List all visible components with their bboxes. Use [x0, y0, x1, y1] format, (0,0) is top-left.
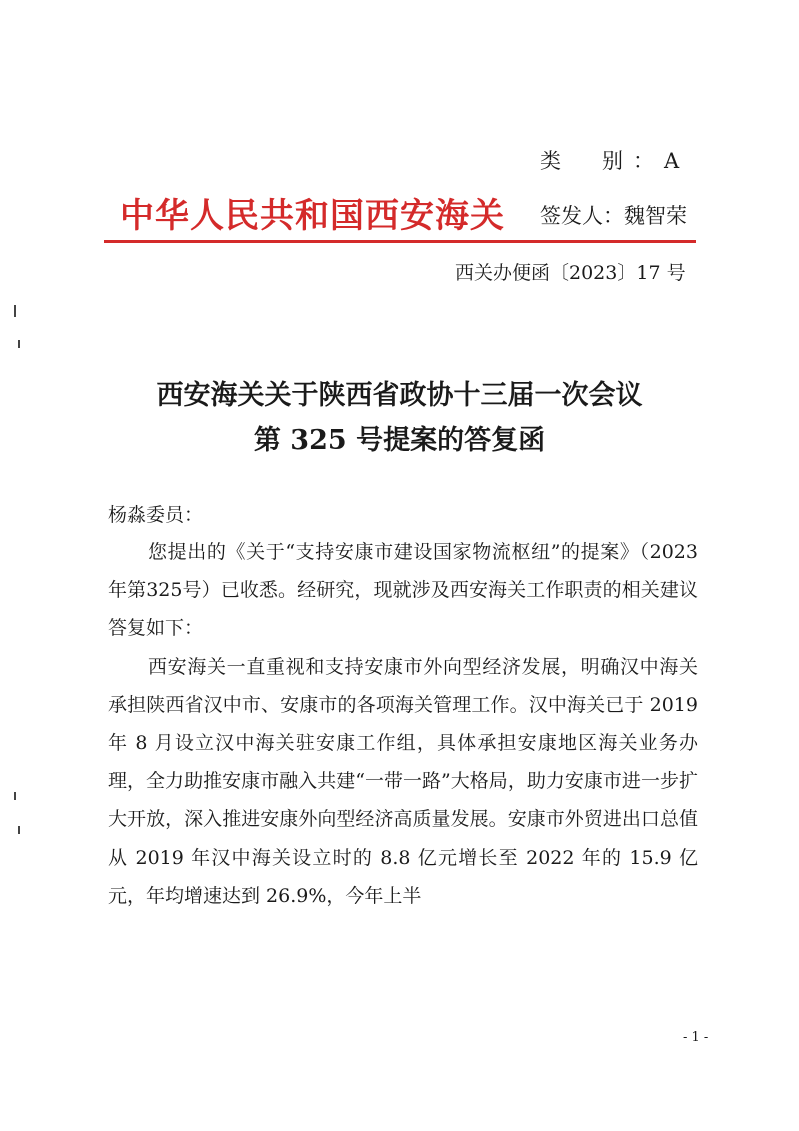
- issuing-agency-name: 中华人民共和国西安海关: [120, 196, 505, 236]
- page-number: - 1 -: [683, 1030, 709, 1045]
- scan-mark: [18, 826, 20, 834]
- salutation: 杨淼委员：: [108, 504, 204, 526]
- letter-body: [108, 533, 698, 915]
- signer: [540, 200, 687, 230]
- category-value: A: [664, 149, 681, 173]
- title-line-2: 第 325 号提案的答复函: [253, 425, 546, 456]
- scan-mark: [14, 792, 16, 800]
- title-line-1: 西安海关关于陕西省政协十三届一次会议: [156, 380, 643, 411]
- signer-name: 魏智荣: [624, 204, 687, 228]
- document-number: 西关办便函〔2023〕17 号: [455, 262, 686, 284]
- scan-mark: [14, 305, 16, 317]
- category-label: 类 别：: [540, 149, 664, 173]
- document-category: [540, 145, 680, 175]
- paragraph-1: 您提出的《关于“支持安康市建设国家物流枢纽”的提案》（2023年第325号）已收悉。经研究，现就涉及西安海关工作职责的相关建议答复如下：: [108, 541, 698, 640]
- signer-label: 签发人：: [540, 204, 624, 228]
- scan-mark: [18, 340, 20, 348]
- header-red-divider: [104, 240, 696, 243]
- paragraph-2: 西安海关一直重视和支持安康市外向型经济发展，明确汉中海关承担陕西省汉中市、安康市的各项海关管理工作。汉中海关已于 2019 年 8 月设立汉中海关驻安康工作组，具体承担安康地区海关业务办理，全力助推安康市融入共建“一带一路”大格局，助力安康市进一步扩大开放，深入推进安康外向型经济高质量发展。安康市外贸进出口总值从 2019 年汉中海关设立时的 8.8 亿元增长至 2022 年的 15.9 亿元，年均增速达到 26.9%，今年上半: [108, 655, 698, 907]
